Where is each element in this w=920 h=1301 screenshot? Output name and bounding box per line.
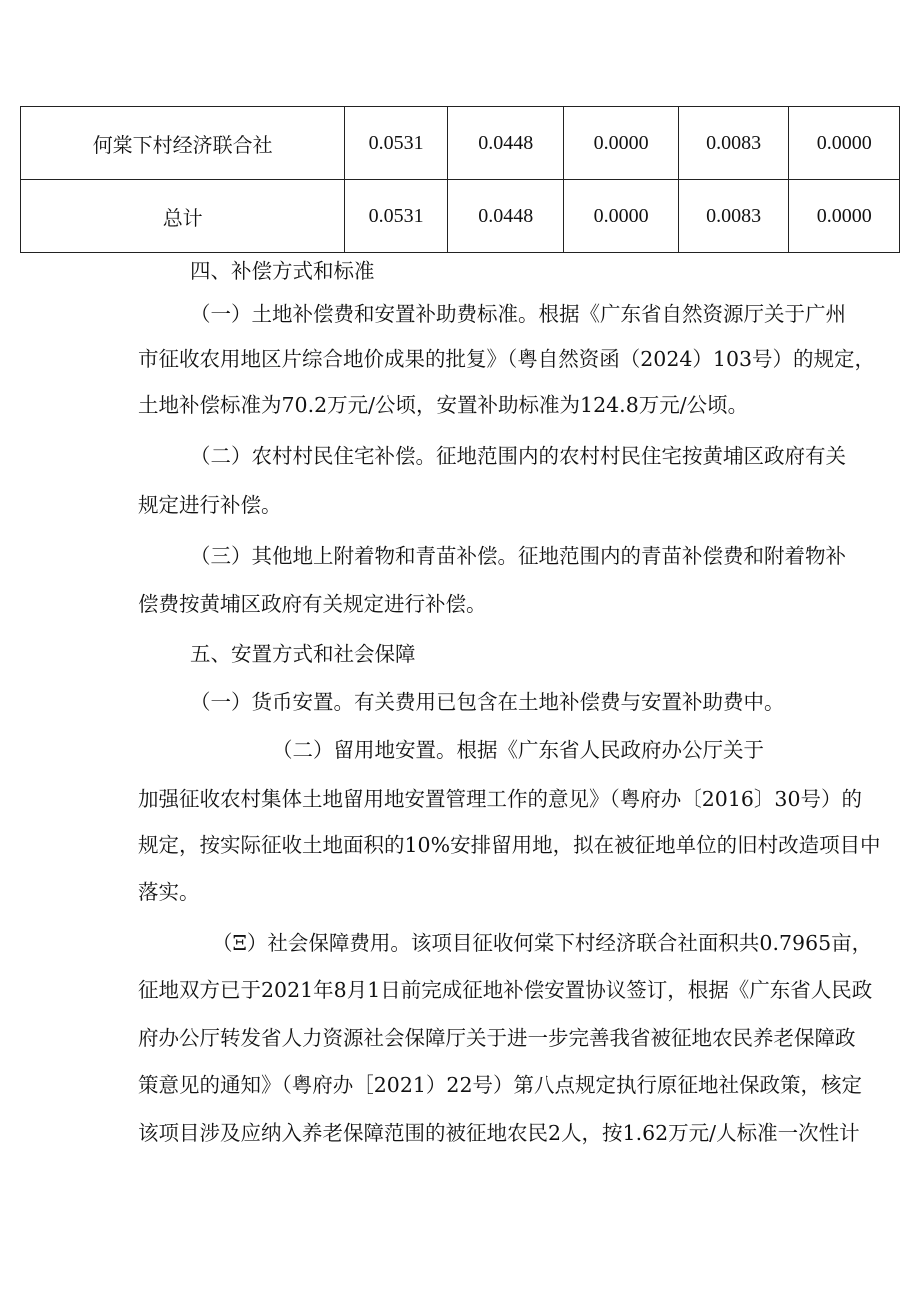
paragraph-line: 偿费按黄埔区政府有关规定进行补偿。 bbox=[138, 592, 487, 616]
table-cell: 0.0000 bbox=[564, 107, 678, 180]
paragraph-line: （二）留用地安置。根据《广东省人民政府办公厅关于 bbox=[272, 738, 764, 762]
section-heading: 四、补偿方式和标准 bbox=[190, 259, 375, 283]
paragraph-line: 规定进行补偿。 bbox=[138, 493, 282, 517]
paragraph-line: （一）土地补偿费和安置补助费标准。根据《广东省自然资源厅关于广州 bbox=[190, 302, 846, 326]
paragraph-line: 府办公厅转发省人力资源社会保障厅关于进一步完善我省被征地农民养老保障政 bbox=[138, 1026, 856, 1050]
table-cell: 0.0000 bbox=[789, 180, 900, 253]
paragraph-line: （三）其他地上附着物和青苗补偿。征地范围内的青苗补偿费和附着物补 bbox=[190, 544, 846, 568]
table-cell: 0.0000 bbox=[564, 180, 678, 253]
section-heading: 五、安置方式和社会保障 bbox=[190, 642, 416, 666]
table-cell: 0.0531 bbox=[345, 107, 448, 180]
paragraph-line: 该项目涉及应纳入养老保障范围的被征地农民2人，按1.62万元/人标准一次性计 bbox=[138, 1121, 860, 1145]
table-row bbox=[21, 180, 900, 253]
paragraph-line: 规定，按实际征收土地面积的10%安排留用地，拟在被征地单位的旧村改造项目中 bbox=[138, 833, 881, 857]
table-cell: 0.0083 bbox=[678, 180, 789, 253]
table-cell: 0.0083 bbox=[678, 107, 789, 180]
paragraph-line: 落实。 bbox=[138, 880, 200, 904]
table-cell: 0.0448 bbox=[447, 180, 563, 253]
paragraph-line: 加强征收农村集体土地留用地安置管理工作的意见》（粤府办〔2016〕30号）的 bbox=[138, 787, 863, 811]
paragraph-line: （Ξ）社会保障费用。该项目征收何棠下村经济联合社面积共0.7965亩， bbox=[212, 931, 873, 955]
paragraph-line: 市征收农用地区片综合地价成果的批复》（粤自然资函（2024）103号）的规定， bbox=[138, 347, 876, 371]
paragraph-line: 土地补偿标准为70.2万元/公顷，安置补助标准为124.8万元/公顷。 bbox=[138, 393, 749, 417]
land-area-table bbox=[20, 106, 900, 253]
table-cell: 0.0000 bbox=[789, 107, 900, 180]
table-cell-name: 何棠下村经济联合社 bbox=[21, 107, 345, 180]
table-cell: 0.0531 bbox=[345, 180, 448, 253]
paragraph-line: （二）农村村民住宅补偿。征地范围内的农村村民住宅按黄埔区政府有关 bbox=[190, 444, 846, 468]
table-cell-name: 总计 bbox=[21, 180, 345, 253]
table-row bbox=[21, 107, 900, 180]
table-cell: 0.0448 bbox=[447, 107, 563, 180]
paragraph-line: 征地双方已于2021年8月1日前完成征地补偿安置协议签订，根据《广东省人民政 bbox=[138, 978, 873, 1002]
paragraph-line: （一）货币安置。有关费用已包含在土地补偿费与安置补助费中。 bbox=[190, 690, 785, 714]
paragraph-line: 策意见的通知》（粤府办［2021）22号）第八点规定执行原征地社保政策，核定 bbox=[138, 1073, 863, 1097]
